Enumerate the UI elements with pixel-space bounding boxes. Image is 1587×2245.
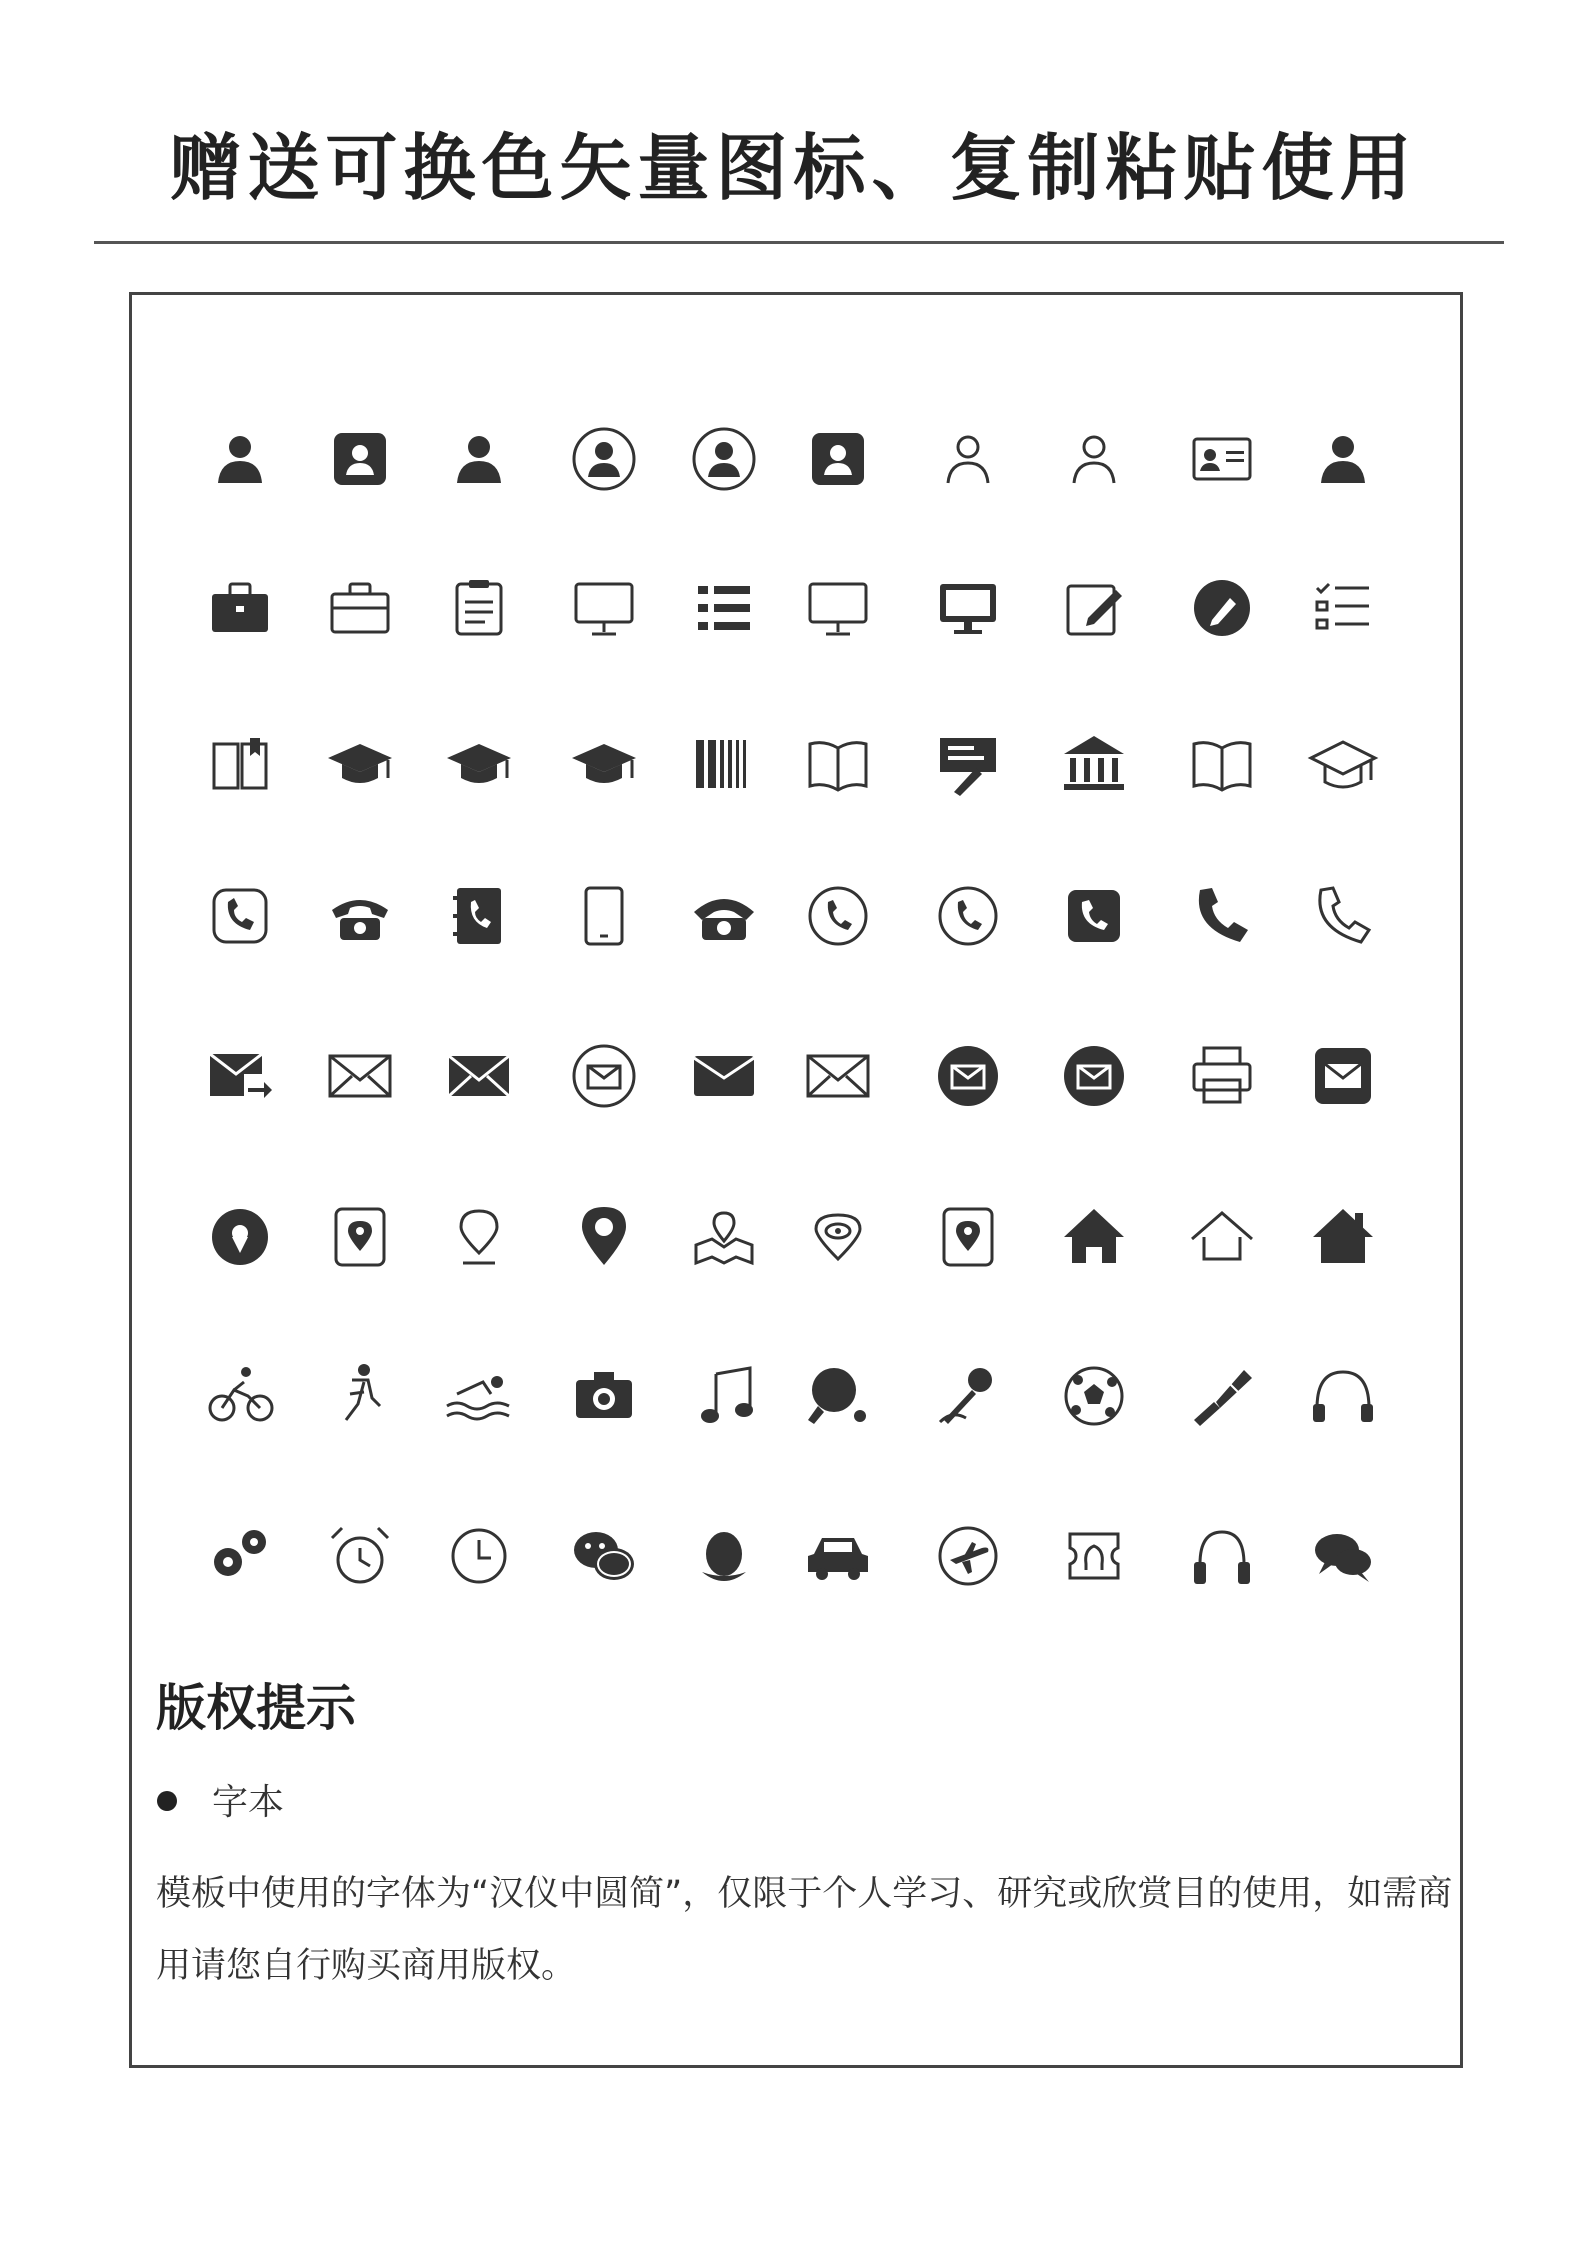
bullet-dot [157, 1791, 177, 1811]
edit-circle-icon [1186, 572, 1258, 644]
user-icon [443, 423, 515, 495]
phone-handset-outline-icon [1307, 880, 1379, 952]
map-location-icon [688, 1201, 760, 1273]
contact-card-square-icon [324, 423, 396, 495]
headset-icon [1186, 1520, 1258, 1592]
user-tie-icon [204, 423, 276, 495]
phone-square-solid-icon [1058, 880, 1130, 952]
id-card-icon [1186, 423, 1258, 495]
open-book-lined-icon [1186, 728, 1258, 800]
user-circle-icon [568, 423, 640, 495]
bank-building-icon [1058, 728, 1130, 800]
desk-phone-icon [688, 880, 760, 952]
open-book-outline-icon [802, 728, 874, 800]
location-pin-icon [568, 1201, 640, 1273]
map-marker-square-icon [324, 1201, 396, 1273]
font-label: 字本 [212, 1782, 285, 1823]
home-outline-icon [1186, 1201, 1258, 1273]
camera-icon [568, 1360, 640, 1432]
swimming-icon [443, 1360, 515, 1432]
icon-sheet-frame [129, 292, 1463, 2068]
mail-circle-solid-icon [932, 1040, 1004, 1112]
checklist-icon [1307, 572, 1379, 644]
envelope-filled-icon [688, 1040, 760, 1112]
qq-penguin-icon [688, 1520, 760, 1592]
copyright-heading: 版权提示 [156, 1679, 356, 1737]
page-title: 赠送可换色矢量图标、复制粘贴使用 [169, 126, 1418, 210]
graduation-diploma-icon [568, 728, 640, 800]
mail-circle-outline-icon [568, 1040, 640, 1112]
mail-square-icon [1307, 1040, 1379, 1112]
location-eye-icon [802, 1201, 874, 1273]
graduation-cap-icon [443, 728, 515, 800]
location-circle-icon [204, 1201, 276, 1273]
map-marker-square-alt-icon [932, 1201, 1004, 1273]
cycling-icon [204, 1360, 276, 1432]
mail-forward-icon [204, 1040, 276, 1112]
car-icon [802, 1520, 874, 1592]
title-divider [94, 241, 1504, 244]
presentation-pen-icon [932, 728, 1004, 800]
airplane-circle-icon [932, 1520, 1004, 1592]
briefcase-outline-icon [324, 572, 396, 644]
music-note-icon [688, 1360, 760, 1432]
clock-icon [443, 1520, 515, 1592]
running-icon [324, 1360, 396, 1432]
briefcase-solid-icon [204, 572, 276, 644]
phone-handset-solid-icon [1186, 880, 1258, 952]
home-chimney-icon [1307, 1201, 1379, 1273]
graduation-cap-tilted-icon [324, 728, 396, 800]
alarm-clock-icon [324, 1520, 396, 1592]
mail-circle-dark-icon [1058, 1040, 1130, 1112]
microphone-icon [932, 1360, 1004, 1432]
library-books-icon [688, 728, 760, 800]
home-solid-icon [1058, 1201, 1130, 1273]
headphones-icon [1307, 1360, 1379, 1432]
ping-pong-icon [802, 1360, 874, 1432]
phone-square-outline-icon [204, 880, 276, 952]
tablet-icon [568, 880, 640, 952]
user-circle-outline-icon [688, 423, 760, 495]
clipboard-icon [443, 572, 515, 644]
phone-book-icon [443, 880, 515, 952]
envelope-solid-icon [443, 1040, 515, 1112]
chat-bubbles-icon [1307, 1520, 1379, 1592]
ticket-icon [1058, 1520, 1130, 1592]
printer-icon [1186, 1040, 1258, 1112]
gears-icon [204, 1520, 276, 1592]
badminton-icon [1186, 1360, 1258, 1432]
list-icon [688, 572, 760, 644]
user-star-icon [932, 423, 1004, 495]
wechat-icon [568, 1520, 640, 1592]
envelope-outline-icon [324, 1040, 396, 1112]
monitor-solid-icon [932, 572, 1004, 644]
edit-square-icon [1058, 572, 1130, 644]
user-solid-icon [1307, 423, 1379, 495]
graduation-cap-outline-icon [1307, 728, 1379, 800]
copyright-text: 模板中使用的字体为“汉仪中圆简”，仅限于个人学习、研究或欣赏目的使用，如需商用请您自行购买商用版权。 [156, 1874, 1453, 1986]
phone-circle-outline-icon [802, 880, 874, 952]
contact-book-icon [802, 423, 874, 495]
phone-circle-icon [932, 880, 1004, 952]
monitor-thin-icon [802, 572, 874, 644]
open-book-flag-icon [204, 728, 276, 800]
user-presenter-icon [1058, 423, 1130, 495]
monitor-outline-icon [568, 572, 640, 644]
envelope-thin-icon [802, 1040, 874, 1112]
soccer-ball-icon [1058, 1360, 1130, 1432]
location-pin-outline-icon [443, 1201, 515, 1273]
rotary-phone-icon [324, 880, 396, 952]
icon-grid [132, 295, 1460, 2065]
